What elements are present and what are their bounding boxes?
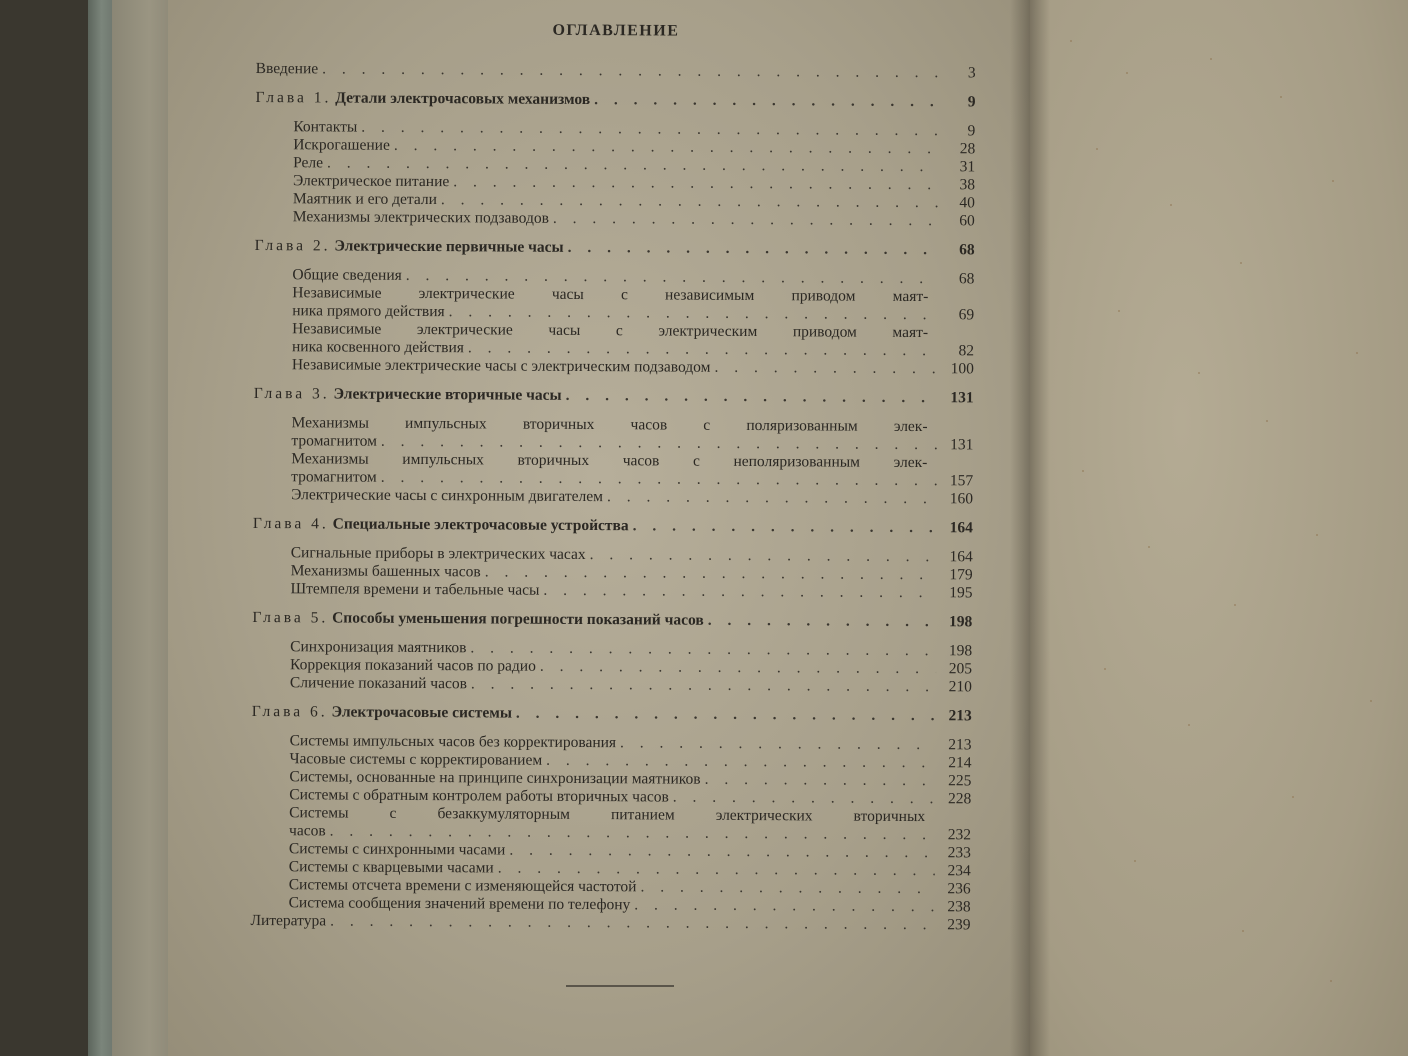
toc-entry-label: Часовые системы с корректированием (289, 750, 543, 769)
toc-chapter-4 (253, 515, 973, 537)
leader-dots (708, 612, 937, 631)
leader-dots (568, 239, 939, 259)
toc-entry-page: 214 (948, 754, 972, 772)
right-page (1030, 0, 1408, 1056)
toc-entry-page: 100 (950, 360, 974, 378)
toc-entry-page: 28 (959, 140, 976, 158)
toc-entry-page: 68 (958, 270, 975, 288)
toc-entry-label: Литература (250, 911, 327, 930)
toc-entry-label: Электрические часы с синхронным двигателем (291, 486, 604, 506)
leader-dots (633, 517, 937, 537)
page-gutter-shadow (1010, 0, 1050, 1056)
toc-entry-multiline (254, 320, 974, 360)
toc-entry-label: Механизмы башенных часов (290, 562, 481, 581)
toc-entry-label-line2: тромагнитом (291, 468, 377, 486)
toc-entry-page: 3 (967, 64, 976, 82)
toc-entry-label: Системы импульсных часов без корректирования (289, 732, 617, 752)
toc-entry-label: Маятник и его детали (292, 190, 437, 209)
toc-chapter-1 (255, 89, 975, 111)
toc-entry-multiline (254, 284, 974, 324)
toc-entry-page: 232 (947, 826, 972, 844)
toc-entry (253, 486, 973, 508)
toc-entry-label: Введение (255, 59, 319, 78)
toc-entry-label-line1: Независимые электрические часы с электрическим приводом маят- (292, 320, 929, 342)
toc-entry-label-line1: Независимые электрические часы с независимым приводом маят- (292, 284, 929, 306)
toc-entry-label: Системы с синхронными часами (288, 840, 506, 859)
toc-chapter-6 (252, 703, 972, 725)
toc-entry-label: Искрогашение (293, 136, 390, 154)
toc-entry (255, 208, 975, 230)
table-of-contents (250, 20, 976, 934)
toc-entry-multiline (253, 414, 973, 454)
toc-entry-page: 82 (958, 342, 975, 360)
toc-entry-label-line1: Механизмы импульсных вторичных часов с неполяризованным элек- (291, 450, 928, 472)
toc-entry-label-line2: часов (288, 822, 326, 840)
toc-entry-label-line2: ника прямого действия (292, 302, 445, 321)
toc-entry-label: Электрическое питание (292, 172, 450, 191)
toc-entry-label: Контакты (293, 118, 358, 136)
chapter-number: Глава 1. (255, 88, 332, 107)
toc-entry-multiline (251, 804, 971, 844)
chapter-number: Глава 3. (253, 384, 330, 403)
chapter-title: Электрочасовые системы (331, 703, 513, 722)
toc-entry-label: Механизмы электрических подзаводов (292, 208, 549, 227)
toc-entry-label-line2: тромагнитом (291, 432, 378, 450)
leader-dots (330, 912, 934, 934)
toc-entry-page: 234 (947, 862, 971, 880)
toc-entry-label: Сличение показаний часов (289, 674, 468, 693)
leader-dots (516, 705, 936, 726)
toc-entry-page: 228 (947, 790, 972, 808)
toc-entry-page: 160 (949, 490, 974, 508)
leader-dots (566, 387, 938, 407)
toc-entry-page: 38 (959, 176, 976, 194)
toc-entry-label-line2: ника косвенного действия (291, 338, 464, 357)
end-rule (566, 985, 674, 987)
chapter-page: 213 (948, 707, 972, 725)
chapter-page: 164 (949, 519, 973, 537)
toc-entry-page: 179 (949, 566, 973, 584)
toc-entry-label: Штемпеля времени и табельные часы (290, 580, 540, 599)
toc-chapter-2 (255, 237, 975, 259)
toc-entry-page: 225 (948, 772, 972, 790)
toc-entry (254, 356, 974, 378)
chapter-title: Способы уменьшения погрешности показаний часов (332, 609, 704, 629)
toc-entry-page: 213 (948, 736, 972, 754)
chapter-page: 131 (950, 389, 974, 407)
toc-entry-label: Общие сведения (292, 266, 402, 284)
cover-board-edge (112, 0, 174, 1056)
toc-entry-page: 195 (949, 584, 973, 602)
toc-entry-label: Система сообщения значений времени по телефону (288, 894, 631, 914)
chapter-number: Глава 2. (254, 236, 331, 255)
toc-entry-label-line1: Механизмы импульсных вторичных часов с поляризованным элек- (291, 414, 928, 436)
toc-entry-label: Коррекция показаний часов по радио (290, 656, 536, 675)
toc-entry-page: 60 (959, 212, 975, 230)
toc-entry-label: Системы, основанные на принципе синхронизации маятников (289, 768, 701, 788)
toc-entry-page: 157 (949, 472, 974, 490)
toc-entry-page: 31 (959, 158, 976, 176)
toc-chapter-5 (252, 609, 972, 631)
leader-dots (322, 60, 940, 82)
chapter-title: Электрические первичные часы (334, 237, 564, 256)
toc-entry-page: 198 (948, 642, 973, 660)
toc-entry-page: 164 (949, 548, 973, 566)
toc-entry-page: 210 (948, 678, 972, 696)
toc-entry-label: Независимые электрические часы с электрическим подзаводом (291, 356, 711, 376)
toc-entry-page: 238 (947, 898, 971, 916)
toc-entry-multiline (253, 450, 973, 490)
chapter-number: Глава 5. (252, 608, 329, 627)
chapter-page: 9 (967, 93, 976, 111)
toc-entry-page: 40 (959, 194, 975, 212)
toc-entry-label: Сигнальные приборы в электрических часах (290, 544, 586, 564)
chapter-number: Глава 4. (252, 514, 329, 533)
chapter-page: 198 (949, 613, 973, 631)
toc-entry-label: Синхронизация маятников (290, 638, 467, 657)
leader-dots (594, 91, 939, 111)
toc-entry-label: Реле (293, 154, 324, 172)
toc-entry (252, 580, 972, 602)
toc-entry-page: 205 (948, 660, 973, 678)
toc-chapter-3 (254, 385, 974, 407)
toc-entry-page: 239 (947, 916, 971, 934)
toc-entry-page: 9 (967, 122, 976, 140)
toc-entry-label-line1: Системы с безаккумуляторным питанием электрических вторичных (289, 804, 926, 826)
chapter-title: Электрические вторичные часы (333, 385, 562, 404)
toc-title: ОГЛАВЛЕНИЕ (552, 21, 680, 40)
toc-entry (252, 674, 972, 696)
toc-entry-label: Системы отсчета времени с изменяющейся частотой (288, 876, 637, 896)
toc-entry-label: Системы с обратным контролем работы вторичных часов (289, 786, 669, 806)
toc-entry-intro (256, 60, 976, 82)
chapter-number: Глава 6. (251, 702, 328, 721)
chapter-page: 68 (959, 241, 975, 259)
toc-entry-page: 233 (947, 844, 971, 862)
toc-entry-page: 131 (950, 436, 974, 454)
toc-entry-page: 236 (947, 880, 971, 898)
chapter-title: Детали электрочасовых механизмов (335, 89, 591, 109)
toc-entry-label: Системы с кварцевыми часами (288, 858, 494, 877)
chapter-title: Специальные электрочасовые устройства (332, 515, 629, 535)
toc-entry-page: 69 (958, 306, 975, 324)
